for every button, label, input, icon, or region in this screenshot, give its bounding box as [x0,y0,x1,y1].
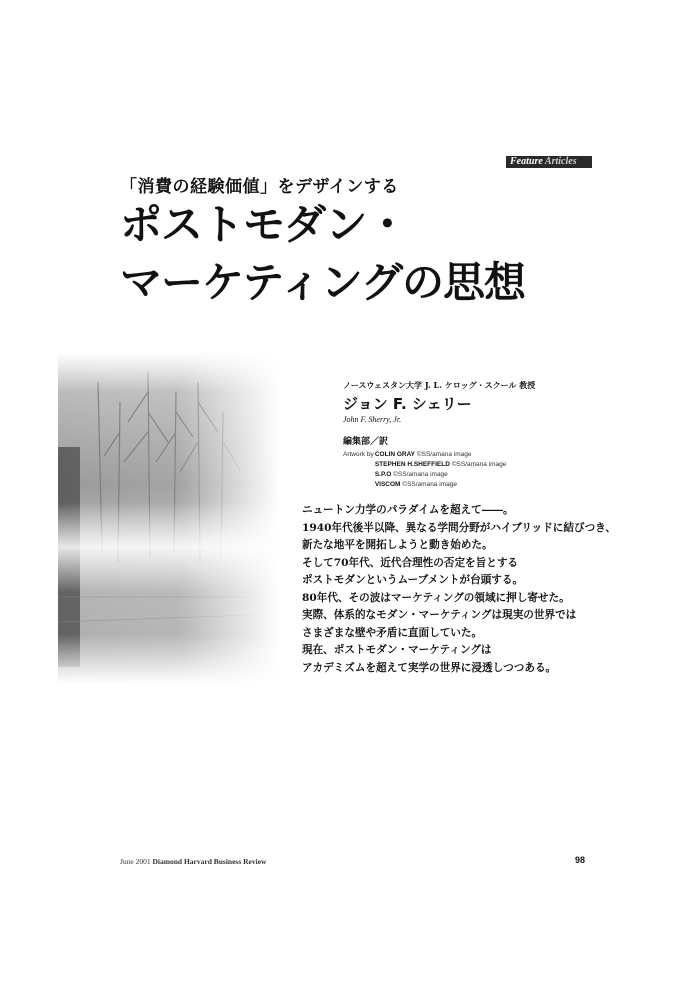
author-name-english: John F. Sherry, Jr. [343,415,402,424]
artwork-artist: COLIN GRAY [374,451,416,458]
artwork-credit-row [343,450,603,460]
translator-credit: 編集部／訳 [343,437,389,447]
lead-line: 1940年代後半以降、異なる学問分野がハイブリッドに結びつき、 [302,521,616,534]
lead-line: 現在、ポストモダン・マーケティングは [302,644,492,656]
lead-line: 新たな地平を開拓しようと動き始めた。 [302,539,493,551]
lead-line: 80年代、その波はマーケティングの領域に押し寄せた。 [302,591,570,604]
artwork-source: ©SS/amana image [416,451,472,458]
footer-magazine-name: Diamond Harvard Business Review [152,857,267,866]
footer-issue-date: June 2001 [120,857,151,866]
author-affiliation: ノースウェスタン大学 J. L. ケロッグ・スクール 教授 [343,380,536,390]
article-title-line-1: ポストモダン・ [120,200,408,249]
badge-feature: Feature [510,156,543,167]
artwork-credits [343,450,603,490]
artwork-artist: STEPHEN H.SHEFFIELD [374,461,450,468]
lead-line: さまざまな壁や矛盾に直面していた。 [302,626,483,639]
article-subtitle: 「消費の経験価値」をデザインする [120,177,399,197]
artwork-prefix: Artwork by [343,451,374,458]
lead-paragraph [302,502,616,677]
footer-issue-info [120,857,266,866]
article-title-line-2: マーケティングの思想 [120,258,525,307]
badge-articles: Articles [544,156,577,167]
lead-line: ポストモダンというムーブメントが台頭する。 [302,574,524,586]
lead-line: そして70年代、近代合理性の否定を旨とする [302,556,519,569]
lead-line: 実際、体系的なモダン・マーケティングは現実の世界では [302,609,577,621]
artwork-artist: VISCOM [374,481,401,488]
lead-line: ニュートン力学のパラダイムを超えて――。 [302,504,514,516]
artwork-source: ©SS/amana image [402,481,457,488]
artwork-credit-row [343,460,603,470]
artwork-credit-row [343,480,603,490]
artwork-artist: S.P.O [374,471,392,478]
artwork-source: ©SS/amana image [451,461,507,468]
artwork-source: ©SS/amana image [393,471,448,478]
credits-block [343,380,603,490]
misty-forest-photo [58,352,280,684]
page-number: 98 [575,855,586,865]
artwork-credit-row [343,470,603,480]
feature-articles-badge [506,156,592,168]
author-name-japanese: ジョン F. シェリー [343,395,472,413]
lead-line: アカデミズムを超えて実学の世界に浸透しつつある。 [302,661,557,674]
